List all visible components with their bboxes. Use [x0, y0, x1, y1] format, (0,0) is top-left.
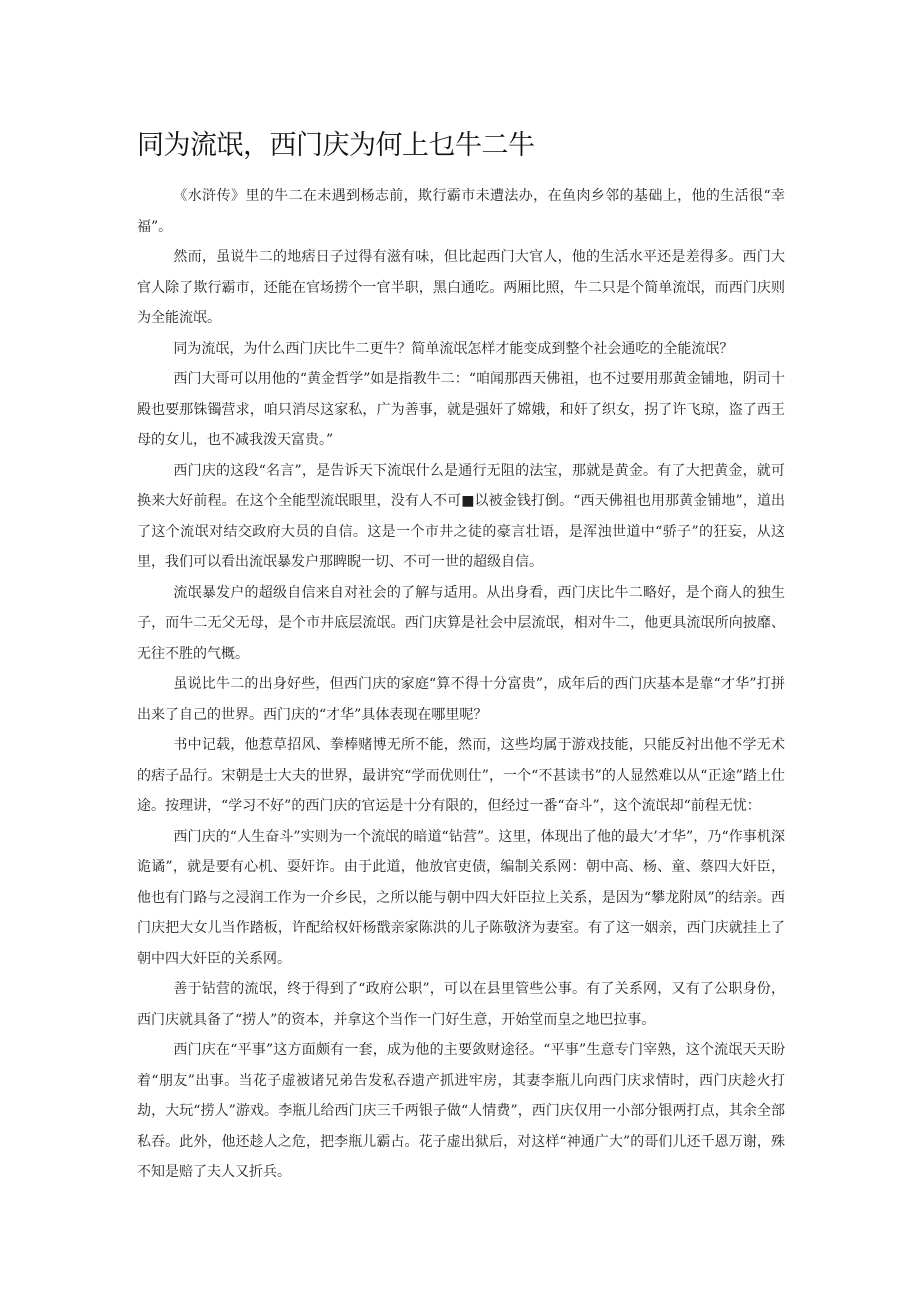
paragraph-8: 书中记载，他惹草招风、拳棒赌博无所不能，然而，这些均属于游戏技能，只能反衬出他不学无术的痞子品行。宋朝是士大夫的世界，最讲究“学而优则仕”，一个“不甚读书”的人显然难以从“正途”踏上仕途。按理讲，“学习不好”的西门庆的官运是十分有限的，但经过一番“奋斗”，这个流氓却“前程无忧： [137, 737, 785, 814]
paragraph-5: 西门庆的这段“名言”，是告诉天下流氓什么是通行无阻的法宝，那就是黄金。有了大把黄金，就可换来大好前程。在这个全能型流氓眼里，没有人不可■以被金钱打倒。“西天佛祖也用那黄金铺地”，道出了这个流氓对结交政府大员的自信。这是一个市井之徒的豪言壮语，是浑浊世道中“骄子”的狂妄，从这里，我们可以看出流氓暴发户那睥睨一切、不可一世的超级自信。 [137, 462, 785, 570]
paragraph-6: 流氓暴发户的超级自信来自对社会的了解与适用。从出身看，西门庆比牛二略好，是个商人的独生子，而牛二无父无母，是个市井底层流氓。西门庆算是社会中层流氓，相对牛二，他更具流氓所向披靡、无往不胜的气概。 [137, 584, 785, 662]
paragraph-10: 善于钻营的流氓，终于得到了“政府公职”，可以在县里管些公事。有了关系网，又有了公职身份，西门庆就具备了“捞人”的资本，并拿这个当作一门好生意，开始堂而皇之地巴拉事。 [137, 981, 785, 1028]
article-title: 同为流氓，西门庆为何上乜牛二牛 [137, 130, 535, 161]
paragraph-7: 虽说比牛二的出身好些，但西门庆的家庭“算不得十分富贵”，成年后的西门庆基本是靠“才华”打拼出来了自己的世界。西门庆的“才华”具体表现在哪里呢？ [137, 676, 785, 723]
paragraph-2: 然而，虽说牛二的地痞日子过得有滋有味，但比起西门大官人，他的生活水平还是差得多。西门大官人除了欺行霸市，还能在官场捞个一官半职，黑白通吃。两厢比照，牛二只是个简单流氓，而西门庆则为全能流氓。 [137, 249, 785, 326]
paragraph-4: 西门大哥可以用他的“黄金哲学”如是指教牛二：“咱闻那西天佛祖，也不过要用那黄金铺地，阴司十殿也要那铢镯营求，咱只消尽这家私，广为善事，就是强奸了嫦娥，和奸了织女，拐了许飞琼，盗了西王母的女儿，也不减我泼天富贵。” [137, 371, 785, 448]
paragraph-9: 西门庆的“人生奋斗”实则为一个流氓的暗道“钻营”。这里，体现出了他的最大’才华”，乃“作事机深诡谲”，就是要有心机、耍奸诈。由于此道，他放官吏债，编制关系网：朝中高、杨、童、蔡四大奸臣，他也有门路与之浸润工作为一介乡民，之所以能与朝中四大奸臣拉上关系，是因为“攀龙附凤”的结亲。西门庆把大女儿当作踏板，许配给权奸杨戬亲家陈洪的儿子陈敬济为妻室。有了这一姻亲，西门庆就挂上了朝中四大奸臣的关系网。 [137, 828, 785, 967]
paragraph-3: 同为流氓，为什么西门庆比牛二更牛？简单流氓怎样才能变成到整个社会通吃的全能流氓？ [173, 340, 734, 357]
paragraph-1: 《水浒传》里的牛二在未遇到杨志前，欺行霸市未遭法办，在鱼肉乡邻的基础上，他的生活很“幸福”。 [137, 188, 785, 235]
article-body [137, 181, 785, 1188]
paragraph-11: 西门庆在“平事”这方面颇有一套，成为他的主要敛财途径。“平事”生意专门宰熟，这个流氓天天盼着“朋友”出事。当花子虚被诸兄弟告发私吞遗产抓进牢房，其妻李瓶儿向西门庆求情时，西门庆趁火打劫，大玩“捞人”游戏。李瓶儿给西门庆三千两银子做“人情费”，西门庆仅用一小部分银两打点，其余全部私吞。此外，他还趁人之危，把李瓶儿霸占。花子虚出狱后，对这样“神通广大”的哥们儿还千恩万谢，殊不知是赔了夫人又折兵。 [137, 1042, 785, 1180]
